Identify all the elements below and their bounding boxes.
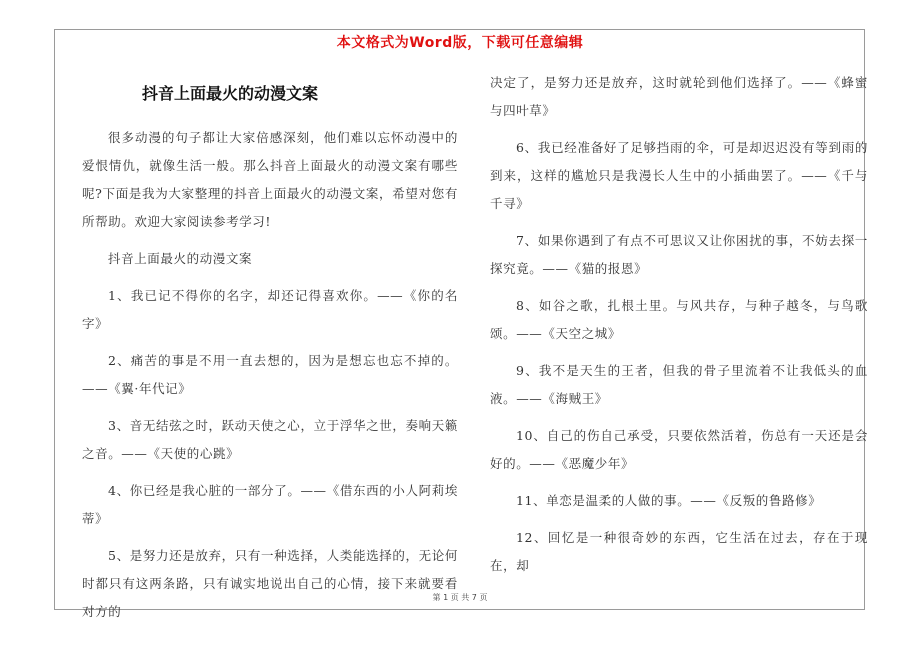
quote-item: 10、自己的伤自己承受，只要依然活着，伤总有一天还是会好的。——《恶魔少年》	[490, 428, 868, 471]
section-heading: 抖音上面最火的动漫文案	[108, 251, 253, 266]
format-notice: 本文格式为Word版，下载可任意编辑	[336, 35, 584, 51]
quote-item: 5、是努力还是放弃，只有一种选择，人类能选择的，无论何时都只有这两条路，只有诚实地说出自己的心情，接下来就要看对方的	[82, 548, 458, 619]
quote-item: 8、如谷之歌，扎根土里。与风共存，与种子越冬，与鸟歌颂。——《天空之城》	[490, 298, 868, 341]
page-number: 第 1 页 共 7 页	[432, 593, 488, 602]
quote-item: 9、我不是天生的王者，但我的骨子里流着不让我低头的血液。——《海贼王》	[490, 363, 868, 406]
quote-item: 11、单恋是温柔的人做的事。——《反叛的鲁路修》	[516, 493, 822, 508]
left-column	[82, 124, 458, 635]
right-column	[490, 69, 868, 589]
quote-item: 2、痛苦的事是不用一直去想的，因为是想忘也忘不掉的。——《翼·年代记》	[82, 353, 458, 396]
quote-item: 7、如果你遇到了有点不可思议又让你困扰的事，不妨去探一探究竟。——《猫的报恩》	[490, 233, 868, 276]
quote-item: 4、你已经是我心脏的一部分了。——《借东西的小人阿莉埃蒂》	[82, 483, 458, 526]
quote-item-continued: 决定了，是努力还是放弃，这时就轮到他们选择了。——《蜂蜜与四叶草》	[490, 75, 868, 118]
quote-item: 1、我已记不得你的名字，却还记得喜欢你。——《你的名字》	[82, 288, 458, 331]
quote-item: 6、我已经准备好了足够挡雨的伞，可是却迟迟没有等到雨的到来，这样的尴尬只是我漫长人生中的小插曲罢了。——《千与千寻》	[490, 140, 868, 211]
document-title: 抖音上面最火的动漫文案	[141, 84, 318, 103]
quote-item: 12、回忆是一种很奇妙的东西，它生活在过去，存在于现在，却	[490, 530, 868, 573]
intro-paragraph: 很多动漫的句子都让大家倍感深刻，他们难以忘怀动漫中的爱恨情仇，就像生活一般。那么抖音上面最火的动漫文案有哪些呢?下面是我为大家整理的抖音上面最火的动漫文案，希望对您有所帮助。欢迎大家阅读参考学习!	[82, 130, 458, 229]
quote-item: 3、音无结弦之时，跃动天使之心，立于浮华之世，奏响天籁之音。——《天使的心跳》	[82, 418, 458, 461]
